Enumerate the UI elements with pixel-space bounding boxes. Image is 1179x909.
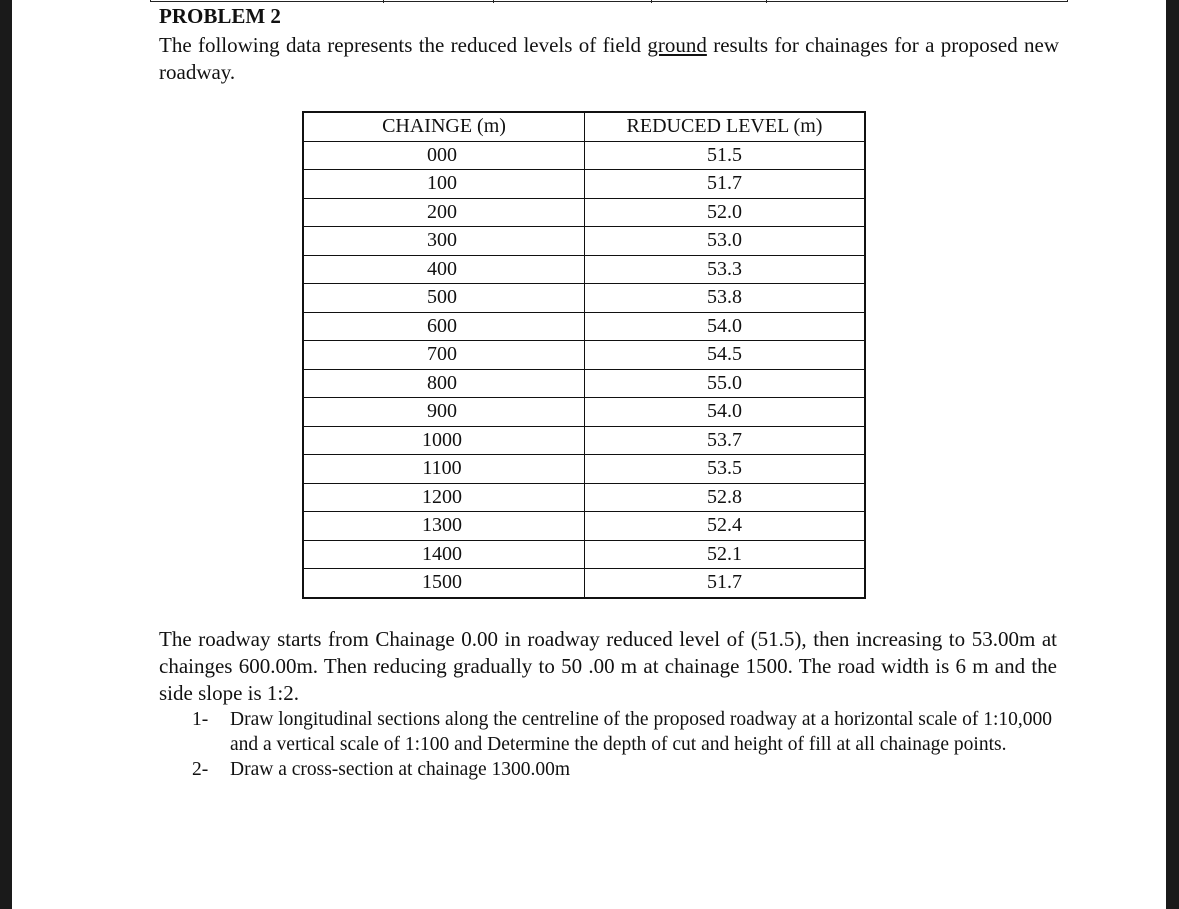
table-row [303, 455, 865, 484]
document-page [12, 0, 1166, 909]
chainage-cell: 900 [303, 398, 585, 427]
reduced-level-cell: 54.0 [585, 398, 866, 427]
intro-text-end: results for chainages for a proposed new roadway. [159, 33, 1060, 84]
table-divider [651, 0, 652, 3]
reduced-level-cell: 52.1 [585, 540, 866, 569]
reduced-levels-table [302, 111, 866, 599]
table-row [303, 426, 865, 455]
table-row [303, 170, 865, 199]
task-list [192, 707, 1062, 782]
chainage-cell: 400 [303, 255, 585, 284]
table-divider [493, 0, 494, 3]
table-divider [766, 0, 767, 3]
reduced-level-cell: 55.0 [585, 369, 866, 398]
chainage-cell: 1200 [303, 483, 585, 512]
task-number: 2- [192, 759, 209, 780]
reduced-level-cell: 53.0 [585, 227, 866, 256]
chainage-cell: 800 [303, 369, 585, 398]
chainage-cell: 500 [303, 284, 585, 313]
chainage-cell: 200 [303, 198, 585, 227]
table-row [303, 227, 865, 256]
task-text: Draw longitudinal sections along the centreline of the proposed roadway at a horizontal scale of 1:10,000 and a vertical scale of 1:100 and Determine the depth of cut and height of fill at all chainage points. [230, 709, 1052, 755]
chainage-cell: 000 [303, 141, 585, 170]
intro-paragraph [159, 32, 1059, 86]
chainage-cell: 1300 [303, 512, 585, 541]
reduced-level-cell: 52.4 [585, 512, 866, 541]
task-number: 1- [192, 709, 209, 730]
reduced-level-cell: 53.8 [585, 284, 866, 313]
table-row [303, 341, 865, 370]
table-row [303, 312, 865, 341]
table-row [303, 255, 865, 284]
table-row [303, 512, 865, 541]
reduced-level-cell: 51.5 [585, 141, 866, 170]
chainage-cell: 1500 [303, 569, 585, 598]
table-row [303, 483, 865, 512]
intro-underlined-word: ground [647, 33, 707, 57]
table-row [303, 540, 865, 569]
reduced-level-cell: 54.0 [585, 312, 866, 341]
table-row [303, 369, 865, 398]
chainage-cell: 1100 [303, 455, 585, 484]
previous-table-edge [150, 0, 1068, 2]
problem-heading: PROBLEM 2 [159, 4, 281, 28]
chainage-cell: 1000 [303, 426, 585, 455]
reduced-level-cell: 51.7 [585, 569, 866, 598]
task-item [192, 757, 1062, 782]
chainage-cell: 100 [303, 170, 585, 199]
table-row [303, 398, 865, 427]
reduced-level-cell: 52.8 [585, 483, 866, 512]
reduced-level-cell: 52.0 [585, 198, 866, 227]
table-row [303, 198, 865, 227]
reduced-level-cell: 53.3 [585, 255, 866, 284]
table-row [303, 569, 865, 598]
table-divider [383, 0, 384, 3]
table-row [303, 284, 865, 313]
reduced-level-cell: 53.7 [585, 426, 866, 455]
task-item [192, 707, 1062, 757]
column-header-chainage: CHAINGE (m) [303, 112, 585, 141]
task-text: Draw a cross-section at chainage 1300.00m [230, 759, 571, 780]
chainage-cell: 700 [303, 341, 585, 370]
intro-text: The following data represents the reduced levels of field [159, 33, 648, 57]
reduced-level-cell: 54.5 [585, 341, 866, 370]
reduced-level-cell: 51.7 [585, 170, 866, 199]
chainage-cell: 1400 [303, 540, 585, 569]
roadway-description: The roadway starts from Chainage 0.00 in roadway reduced level of (51.5), then increasing to 53.00m at chainges 600.00m. Then reducing gradually to 50 .00 m at chainage 1500. The road width is 6 m and the side slope is 1:2. [159, 627, 1057, 705]
table-row [303, 141, 865, 170]
chainage-cell: 300 [303, 227, 585, 256]
chainage-cell: 600 [303, 312, 585, 341]
table-header-row [303, 112, 865, 141]
column-header-reduced-level: REDUCED LEVEL (m) [585, 112, 866, 141]
reduced-level-cell: 53.5 [585, 455, 866, 484]
